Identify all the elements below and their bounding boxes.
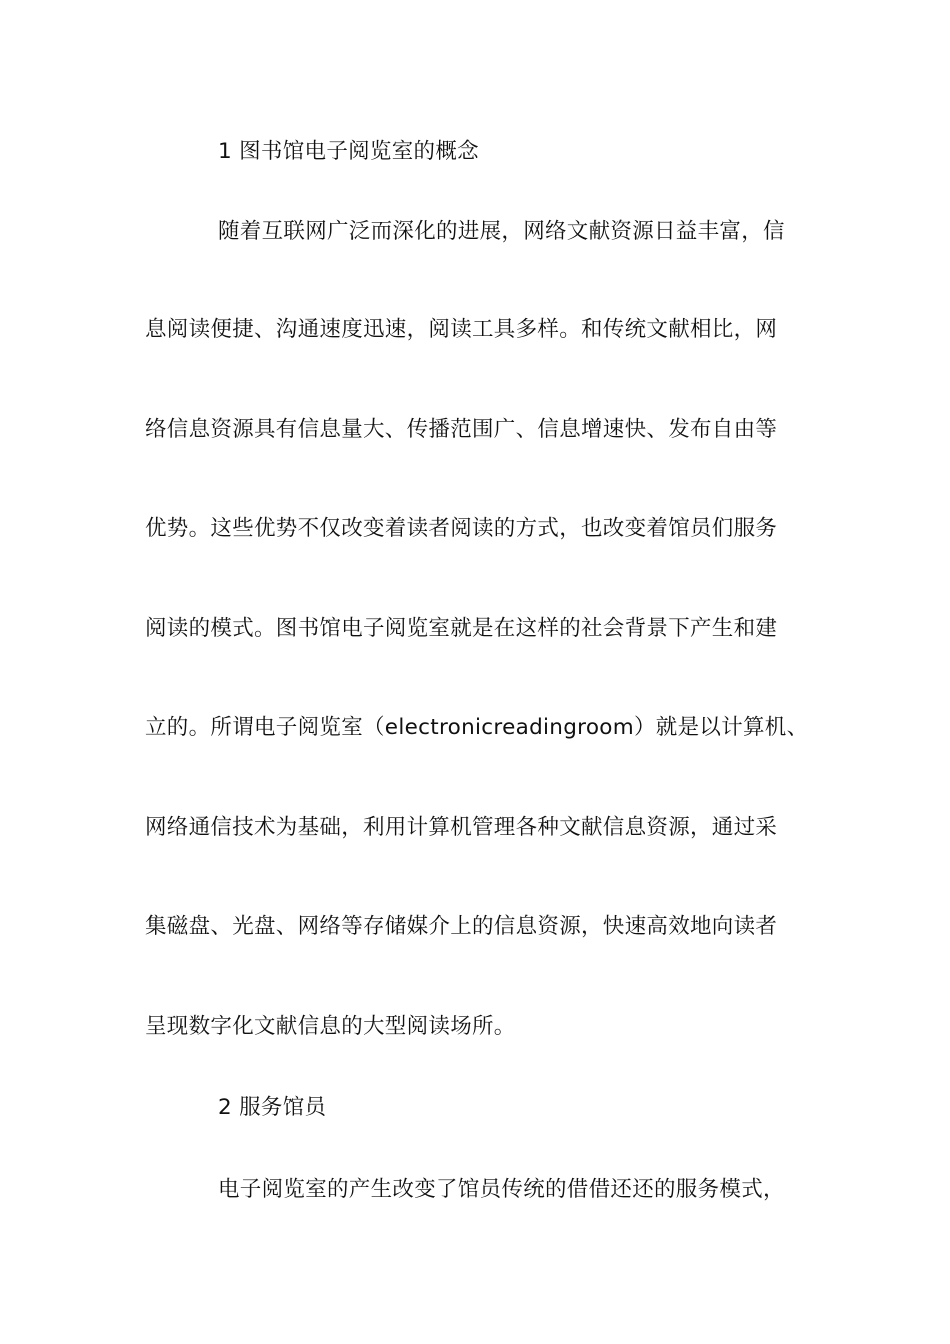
paragraph-1-line-2: 息阅读便捷、沟通速度迅速，阅读工具多样。和传统文献相比，网 xyxy=(145,317,778,342)
paragraph-2-line-1: 电子阅览室的产生改变了馆员传统的借借还还的服务模式， xyxy=(218,1177,785,1202)
paragraph-1-line-9: 呈现数字化文献信息的大型阅读场所。 xyxy=(145,1014,516,1039)
paragraph-1-line-8: 集磁盘、光盘、网络等存储媒介上的信息资源，快速高效地向读者 xyxy=(145,914,778,939)
paragraph-1-line-1: 随着互联网广泛而深化的进展，网络文献资源日益丰富，信 xyxy=(218,219,785,244)
section-heading-2: 2 服务馆员 xyxy=(218,1095,327,1120)
paragraph-1-line-6: 立的。所谓电子阅览室（electronicreadingroom）就是以计算机、 xyxy=(145,715,809,740)
paragraph-1-line-7: 网络通信技术为基础，利用计算机管理各种文献信息资源，通过采 xyxy=(145,815,778,840)
paragraph-1-line-5: 阅读的模式。图书馆电子阅览室就是在这样的社会背景下产生和建 xyxy=(145,616,778,641)
paragraph-1-line-4: 优势。这些优势不仅改变着读者阅读的方式，也改变着馆员们服务 xyxy=(145,516,778,541)
section-heading-1: 1 图书馆电子阅览室的概念 xyxy=(218,139,479,164)
paragraph-1-line-3: 络信息资源具有信息量大、传播范围广、信息增速快、发布自由等 xyxy=(145,417,778,442)
